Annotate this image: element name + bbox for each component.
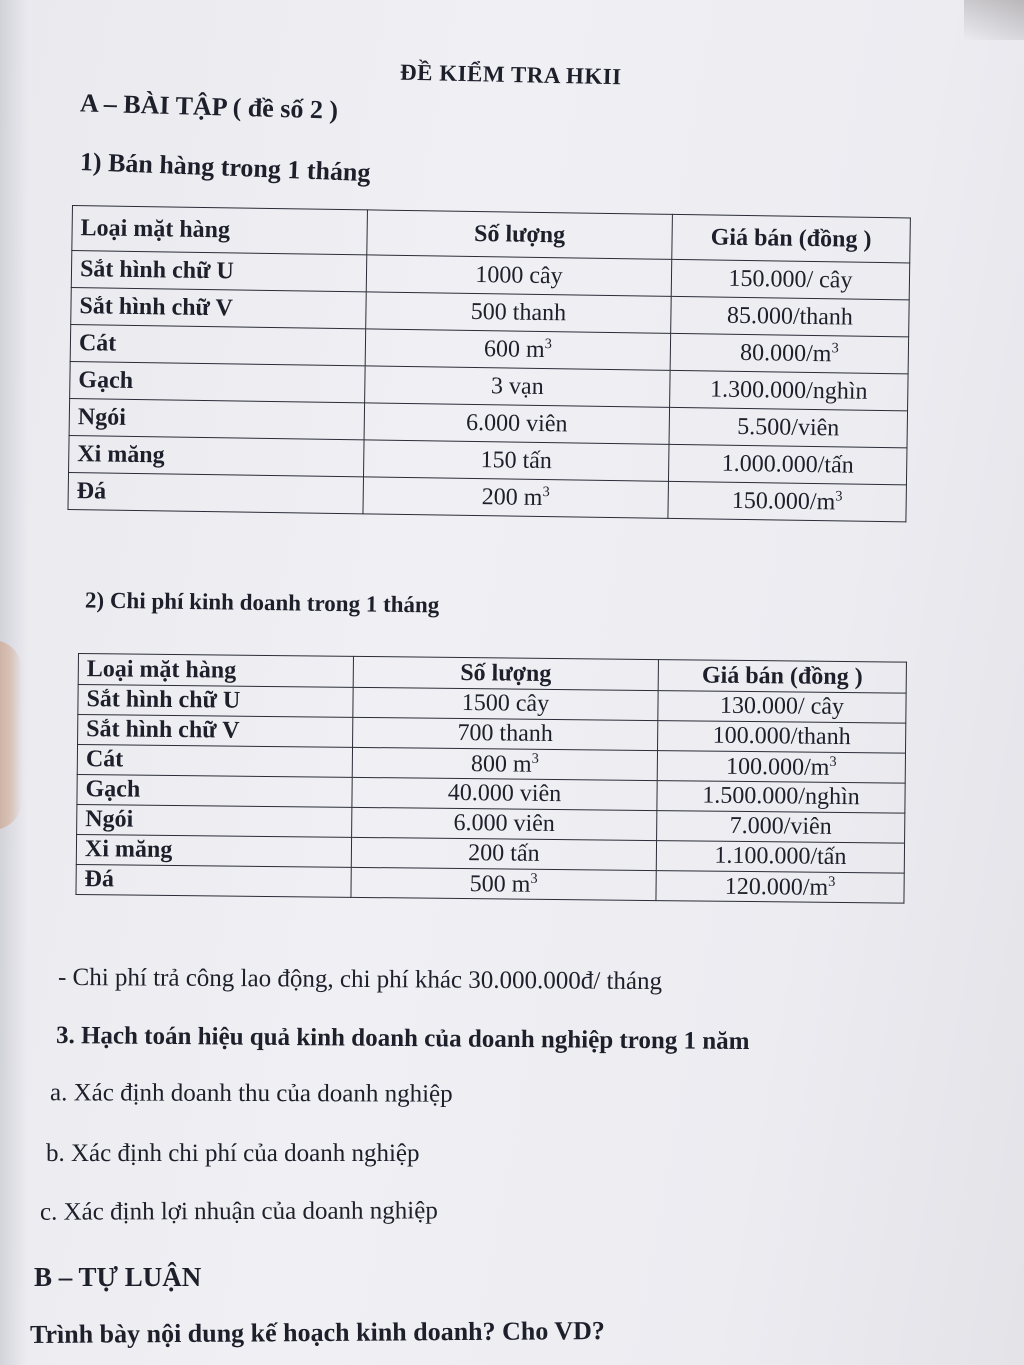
quantity-cell bbox=[365, 329, 671, 371]
other-cost-note: - Chi phí trả công lao động, chi phí khác 30.000.000đ/ tháng bbox=[57, 963, 663, 996]
quantity-value: 200 m bbox=[481, 484, 543, 512]
price-cell: 1.500.000/nghìn bbox=[657, 781, 905, 814]
header-quantity: Số lượng bbox=[367, 210, 673, 260]
quantity-cell: 500 thanh bbox=[366, 292, 672, 334]
item-cell: Xi măng bbox=[76, 834, 351, 867]
header-quantity: Số lượng bbox=[353, 656, 658, 690]
item-cell: Đá bbox=[68, 472, 364, 513]
quantity-cell: 3 vạn bbox=[365, 366, 671, 408]
unit-exponent: 3 bbox=[828, 873, 836, 890]
page-corner-shadow bbox=[964, 0, 1024, 40]
price-cell: 1.300.000/nghìn bbox=[670, 370, 909, 411]
item-cell: Sắt hình chữ U bbox=[71, 251, 367, 292]
price-value: 150.000/m bbox=[731, 487, 836, 516]
quantity-cell: 200 tấn bbox=[351, 837, 656, 870]
quantity-value: 600 m bbox=[483, 336, 545, 364]
quantity-cell: 6.000 viên bbox=[352, 807, 657, 840]
price-cell bbox=[656, 871, 904, 904]
price-cell bbox=[657, 751, 905, 784]
item-cell: Sắt hình chữ V bbox=[78, 715, 353, 748]
quantity-cell: 150 tấn bbox=[363, 440, 669, 482]
item-cell: Gạch bbox=[77, 774, 352, 807]
quantity-cell: 1500 cây bbox=[353, 687, 658, 720]
price-cell: 130.000/ cây bbox=[658, 691, 906, 724]
item-cell: Sắt hình chữ V bbox=[71, 287, 367, 328]
price-cell: 100.000/thanh bbox=[658, 721, 906, 754]
quantity-cell: 6.000 viên bbox=[364, 403, 670, 445]
price-cell: 85.000/thanh bbox=[671, 296, 910, 337]
price-cell: 7.000/viên bbox=[657, 811, 905, 844]
price-value: 100.000/m bbox=[725, 753, 830, 781]
price-cell: 1.100.000/tấn bbox=[656, 841, 904, 874]
price-cell bbox=[668, 481, 907, 522]
unit-exponent: 3 bbox=[530, 870, 538, 887]
unit-exponent: 3 bbox=[829, 753, 837, 770]
item-cell: Xi măng bbox=[69, 435, 365, 476]
header-item: Loại mặt hàng bbox=[72, 206, 368, 255]
quantity-cell: 1000 cây bbox=[366, 255, 672, 297]
sales-table bbox=[67, 205, 910, 522]
item-cell: Ngói bbox=[77, 804, 352, 837]
finger-edge bbox=[0, 640, 22, 830]
unit-exponent: 3 bbox=[835, 488, 843, 505]
price-cell: 5.500/viên bbox=[669, 407, 908, 448]
cost-table bbox=[75, 653, 906, 904]
quantity-cell: 40.000 viên bbox=[352, 777, 657, 810]
item-cell: Cát bbox=[77, 745, 352, 778]
quantity-cell bbox=[363, 477, 669, 519]
item-cell: Sắt hình chữ U bbox=[78, 685, 353, 718]
section-b-title: B – TỰ LUẬN bbox=[34, 1262, 202, 1292]
header-price: Giá bán (đồng ) bbox=[658, 660, 906, 694]
quantity-cell bbox=[352, 747, 657, 780]
quantity-value: 500 m bbox=[469, 870, 531, 898]
header-item: Loại mặt hàng bbox=[78, 654, 353, 688]
essay-question: Trình bày nội dung kế hoạch kinh doanh? Cho VD? bbox=[29, 1315, 605, 1350]
price-cell: 150.000/ cây bbox=[671, 259, 910, 300]
quantity-cell bbox=[351, 867, 656, 900]
quantity-cell: 700 thanh bbox=[353, 717, 658, 750]
unit-exponent: 3 bbox=[544, 336, 553, 353]
section-a-title: A – BÀI TẬP ( đề số 2 ) bbox=[79, 88, 339, 125]
question-c: c. Xác định lợi nhuận của doanh nghiệp bbox=[39, 1197, 438, 1226]
exam-title: ĐỀ KIỂM TRA HKII bbox=[399, 59, 622, 90]
part3-heading: 3. Hạch toán hiệu quả kinh doanh của doanh nghiệp trong 1 năm bbox=[55, 1021, 750, 1056]
part2-heading: 2) Chi phí kinh doanh trong 1 tháng bbox=[84, 587, 440, 618]
unit-exponent: 3 bbox=[531, 750, 539, 767]
item-cell: Gạch bbox=[70, 361, 366, 402]
price-value: 120.000/m bbox=[724, 873, 829, 901]
unit-exponent: 3 bbox=[831, 340, 839, 357]
item-cell: Ngói bbox=[69, 398, 365, 439]
part1-heading: 1) Bán hàng trong 1 tháng bbox=[79, 147, 372, 188]
header-price: Giá bán (đồng ) bbox=[672, 214, 911, 263]
price-cell: 1.000.000/tấn bbox=[668, 444, 907, 485]
price-cell bbox=[670, 333, 909, 374]
quantity-value: 800 m bbox=[470, 750, 532, 778]
item-cell: Cát bbox=[70, 324, 366, 365]
item-cell: Đá bbox=[76, 864, 351, 897]
price-value: 80.000/m bbox=[739, 339, 832, 368]
unit-exponent: 3 bbox=[542, 484, 550, 501]
question-b: b. Xác định chi phí của doanh nghiệp bbox=[46, 1140, 420, 1167]
question-a: a. Xác định doanh thu của doanh nghiệp bbox=[49, 1079, 453, 1108]
